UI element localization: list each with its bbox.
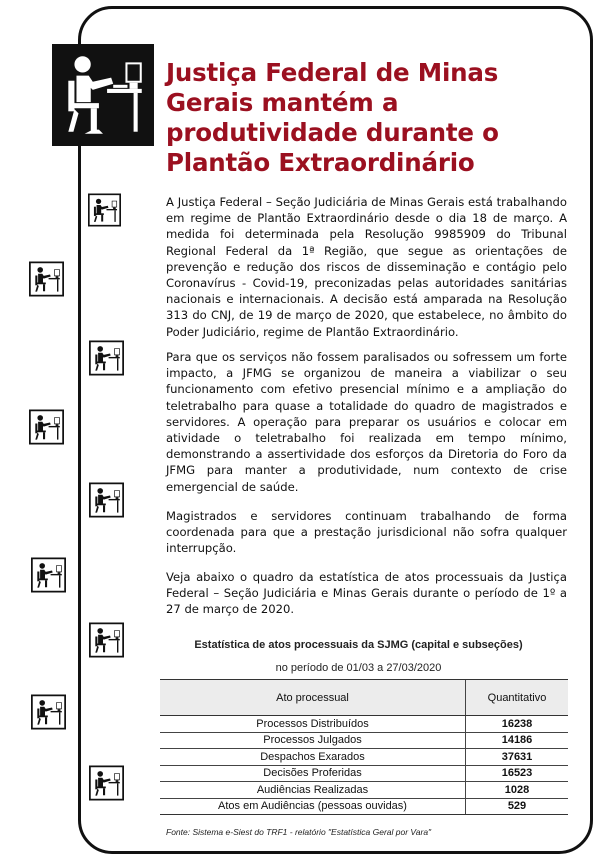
table-cell-ato: Audiências Realizadas xyxy=(160,782,466,799)
table-cell-ato: Decisões Proferidas xyxy=(160,765,466,782)
table-header-row xyxy=(160,680,568,716)
table-row xyxy=(160,732,568,749)
table-row xyxy=(160,765,568,782)
table-cell-quantitativo: 37631 xyxy=(466,749,569,766)
table-cell-quantitativo: 1028 xyxy=(466,782,569,799)
article-title: Justiça Federal de Minas Gerais mantém a produtividade durante o Plantão Extraordinário xyxy=(166,58,499,177)
person-at-computer-icon xyxy=(89,340,124,376)
table-cell-quantitativo: 16523 xyxy=(466,765,569,782)
person-at-computer-icon xyxy=(31,557,66,593)
person-at-computer-icon xyxy=(89,482,124,518)
table-cell-quantitativo: 14186 xyxy=(466,732,569,749)
person-at-computer-icon xyxy=(89,765,124,801)
person-at-computer-icon xyxy=(52,43,154,147)
table-source-note: Fonte: Sistema e-Siest do TRF1 - relatório "Estatística Geral por Vara" xyxy=(166,827,432,837)
paragraph-3: Magistrados e servidores continuam trabalhando de forma coordenada para que a prestação jurisdicional não sofra qualquer interrupção. xyxy=(166,509,567,556)
table-row xyxy=(160,782,568,799)
person-at-computer-icon xyxy=(88,193,121,227)
table-cell-quantitativo: 529 xyxy=(466,798,569,815)
stats-table xyxy=(160,679,568,815)
table-row xyxy=(160,749,568,766)
table-cell-ato: Atos em Audiências (pessoas ouvidas) xyxy=(160,798,466,815)
table-cell-ato: Processos Distribuídos xyxy=(160,716,466,733)
column-header-ato: Ato processual xyxy=(160,680,466,716)
paragraph-4: Veja abaixo o quadro da estatística de atos processuais da Justiça Federal – Seção Judiciária e Minas Gerais durante o período de 1º a 27 de março de 2020. xyxy=(166,570,567,617)
table-subtitle: no período de 01/03 a 27/03/2020 xyxy=(275,662,442,674)
person-at-computer-icon xyxy=(29,409,64,445)
column-header-quantitativo: Quantitativo xyxy=(466,680,569,716)
table-cell-ato: Despachos Exarados xyxy=(160,749,466,766)
paragraph-2: Para que os serviços não fossem paralisados ou sofressem um forte impacto, a JFMG se organizou de maneira a viabilizar o seu funcionamento com efetivo presencial mínimo e a ampliação do teletrabalho para quase a totalidade do quadro de magistrados e servidores. A operação para preparar os usuários e colocar em atividade o teletrabalho foi realizada em tempo mínimo, demonstrando a assertividade dos esforços da Diretoria do Foro da JFMG para manter a produtividade, num contexto de crise emergencial de saúde. xyxy=(166,350,567,494)
person-at-computer-icon xyxy=(29,261,64,297)
person-at-computer-icon xyxy=(31,694,66,730)
table-title: Estatística de atos processuais da SJMG (capital e subseções) xyxy=(194,639,523,651)
person-at-computer-icon xyxy=(89,622,124,658)
table-row xyxy=(160,716,568,733)
table-cell-quantitativo: 16238 xyxy=(466,716,569,733)
table-cell-ato: Processos Julgados xyxy=(160,732,466,749)
table-row xyxy=(160,798,568,815)
paragraph-1: A Justiça Federal – Seção Judiciária de Minas Gerais está trabalhando em regime de Plantão Extraordinário desde o dia 18 de março. A medida foi determinada pela Resolução 9985909 do Tribunal Regional Federal da 1ª Região, que segue as orientações de prevenção e redução dos riscos de disseminação e contágio pelo Coronavírus - Covid-19, preconizadas pelas autoridades sanitárias nacionais e internacionais. A decisão está amparada na Resolução 313 do CNJ, de 19 de março de 2020, que estabelece, no âmbito do Poder Judiciário, regime de Plantão Extraordinário. xyxy=(166,195,567,339)
stats-table-figure xyxy=(146,630,594,842)
